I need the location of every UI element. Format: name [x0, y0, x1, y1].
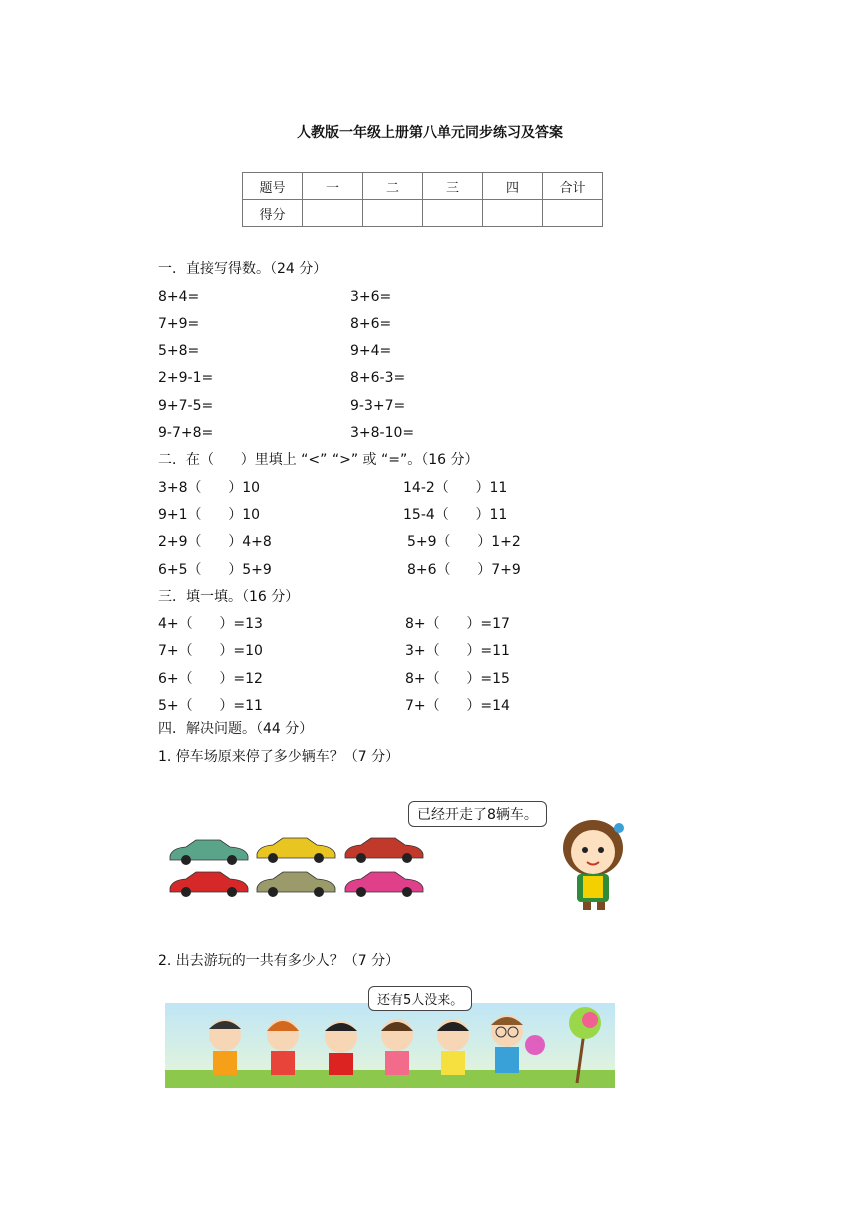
parking-illustration	[160, 790, 650, 920]
speech-bubble-2: 还有5人没来。	[368, 986, 472, 1011]
section1-item: 9+4=	[350, 343, 392, 359]
child-icon	[325, 1021, 357, 1075]
score-header-cell: 二	[363, 173, 423, 200]
score-header-cell: 三	[423, 173, 483, 200]
car-icon	[170, 872, 248, 897]
score-cell[interactable]	[363, 200, 423, 227]
car-icon	[257, 872, 335, 897]
section1-item: 3+6=	[350, 289, 392, 305]
section3-heading: 三．填一填。（16 分）	[158, 589, 300, 605]
score-header-cell: 一	[303, 173, 363, 200]
section2-item: 9+1（ ）10	[158, 507, 261, 523]
score-header-cell: 四	[483, 173, 543, 200]
section2-item: 14-2（ ）11	[403, 480, 508, 496]
score-header-cell: 合计	[543, 173, 603, 200]
section3-item: 4+（ ）=13	[158, 616, 263, 632]
section3-item: 7+（ ）=10	[158, 643, 263, 659]
section3-item: 3+（ ）=11	[405, 643, 510, 659]
score-table	[242, 172, 603, 227]
section4-heading: 四．解决问题。（44 分）	[158, 721, 314, 737]
score-cell[interactable]	[483, 200, 543, 227]
section1-item: 8+6-3=	[350, 370, 406, 386]
question-2: 2. 出去游玩的一共有多少人？（7 分）	[158, 953, 400, 969]
section1-item: 2+9-1=	[158, 370, 214, 386]
section3-item: 6+（ ）=12	[158, 671, 263, 687]
cars-illustration	[160, 790, 650, 920]
section2-item: 8+6（ ）7+9	[407, 562, 521, 578]
question-1: 1. 停车场原来停了多少辆车？（7 分）	[158, 749, 400, 765]
page-title: 人教版一年级上册第八单元同步练习及答案	[297, 125, 563, 141]
section1-item: 3+8-10=	[350, 425, 415, 441]
speech-bubble-1: 已经开走了8辆车。	[408, 801, 547, 827]
car-icon	[345, 872, 423, 897]
car-icon	[257, 838, 335, 863]
score-cell[interactable]	[543, 200, 603, 227]
section3-item: 5+（ ）=11	[158, 698, 263, 714]
score-cell[interactable]	[423, 200, 483, 227]
section2-heading: 二．在（ ）里填上 “<” “>” 或 “=”。（16 分）	[158, 452, 479, 468]
section1-item: 9+7-5=	[158, 398, 214, 414]
section1-item: 7+9=	[158, 316, 200, 332]
section1-heading: 一．直接写得数。（24 分）	[158, 261, 328, 277]
section3-item: 7+（ ）=14	[405, 698, 510, 714]
score-header-cell: 题号	[243, 173, 303, 200]
section2-item: 2+9（ ）4+8	[158, 534, 272, 550]
score-table-header-row	[243, 173, 603, 200]
score-cell[interactable]	[303, 200, 363, 227]
section1-item: 8+4=	[158, 289, 200, 305]
score-row-label: 得分	[243, 200, 303, 227]
section3-item: 8+（ ）=17	[405, 616, 510, 632]
section1-item: 5+8=	[158, 343, 200, 359]
section1-item: 8+6=	[350, 316, 392, 332]
score-table-score-row	[243, 200, 603, 227]
section1-item: 9-7+8=	[158, 425, 214, 441]
car-icon	[170, 840, 248, 865]
car-icon	[345, 838, 423, 863]
section2-item: 15-4（ ）11	[403, 507, 508, 523]
section3-item: 8+（ ）=15	[405, 671, 510, 687]
section2-item: 3+8（ ）10	[158, 480, 261, 496]
section2-item: 6+5（ ）5+9	[158, 562, 272, 578]
girl-icon	[563, 820, 624, 910]
section2-item: 5+9（ ）1+2	[407, 534, 521, 550]
section1-item: 9-3+7=	[350, 398, 406, 414]
